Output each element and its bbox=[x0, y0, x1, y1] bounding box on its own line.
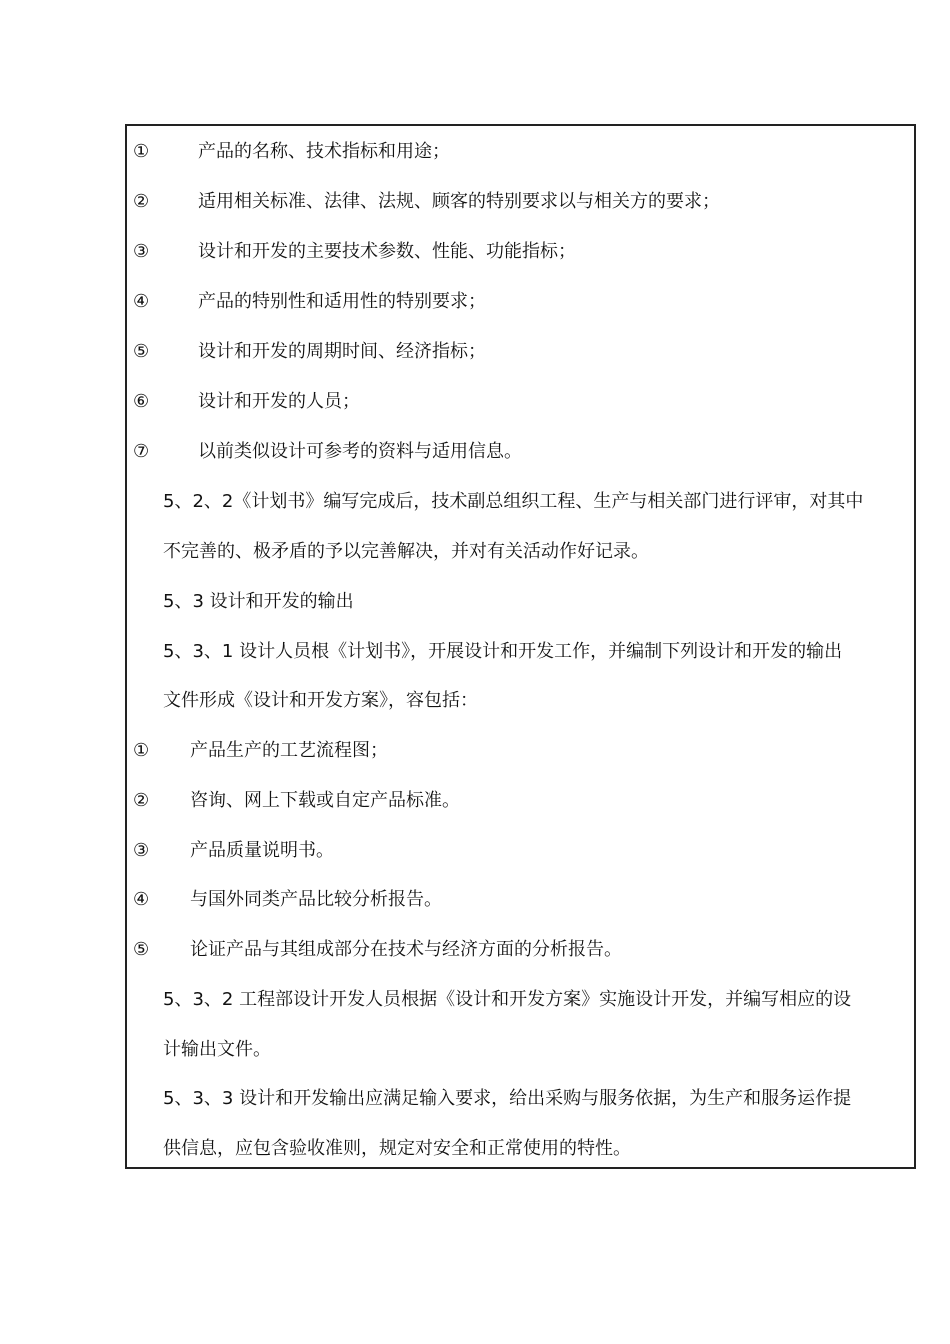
list1-item-1: 产品的名称、技术指标和用途； bbox=[198, 141, 450, 162]
list1-item-3: 设计和开发的主要技术参数、性能、功能指标； bbox=[198, 241, 576, 262]
list1-item-5: 设计和开发的周期时间、经济指标； bbox=[198, 341, 486, 362]
paragraph-5-3-2-line-1: 5、3、2 工程部设计开发人员根据《设计和开发方案》实施设计开发，并编写相应的设 bbox=[163, 989, 852, 1010]
list2-marker-1: ① bbox=[133, 740, 150, 761]
paragraph-5-3-1-line-2: 文件形成《设计和开发方案》，容包括： bbox=[163, 690, 478, 711]
list2-item-1: 产品生产的工艺流程图； bbox=[190, 740, 388, 761]
list1-item-6: 设计和开发的人员； bbox=[198, 391, 360, 412]
list2-item-2: 咨询、网上下载或自定产品标准。 bbox=[190, 790, 460, 811]
section-heading-5-3: 5、3 设计和开发的输出 bbox=[163, 591, 354, 612]
list1-item-2: 适用相关标准、法律、法规、顾客的特别要求以与相关方的要求； bbox=[198, 191, 720, 212]
list1-marker-7: ⑦ bbox=[133, 441, 150, 462]
paragraph-5-2-2-line-1: 5、2、2《计划书》编写完成后，技术副总组织工程、生产与相关部门进行评审，对其中 bbox=[163, 491, 864, 512]
list2-marker-5: ⑤ bbox=[133, 939, 150, 960]
list1-marker-4: ④ bbox=[133, 291, 150, 312]
list2-marker-2: ② bbox=[133, 790, 150, 811]
list1-marker-2: ② bbox=[133, 191, 150, 212]
list1-marker-1: ① bbox=[133, 141, 150, 162]
list2-marker-4: ④ bbox=[133, 889, 150, 910]
paragraph-5-3-2-line-2: 计输出文件。 bbox=[163, 1039, 271, 1060]
paragraph-5-3-1-line-1: 5、3、1 设计人员根《计划书》，开展设计和开发工作，并编制下列设计和开发的输出 bbox=[163, 641, 843, 662]
list1-marker-5: ⑤ bbox=[133, 341, 150, 362]
paragraph-5-3-3-line-1: 5、3、3 设计和开发输出应满足输入要求，给出采购与服务依据，为生产和服务运作提 bbox=[163, 1088, 852, 1109]
list2-item-5: 论证产品与其组成部分在技术与经济方面的分析报告。 bbox=[190, 939, 622, 960]
list2-marker-3: ③ bbox=[133, 840, 150, 861]
list1-item-7: 以前类似设计可参考的资料与适用信息。 bbox=[198, 441, 522, 462]
list1-marker-6: ⑥ bbox=[133, 391, 150, 412]
list2-item-3: 产品质量说明书。 bbox=[190, 840, 334, 861]
list1-marker-3: ③ bbox=[133, 241, 150, 262]
list2-item-4: 与国外同类产品比较分析报告。 bbox=[190, 889, 442, 910]
list1-item-4: 产品的特别性和适用性的特别要求； bbox=[198, 291, 486, 312]
paragraph-5-2-2-line-2: 不完善的、极矛盾的予以完善解决，并对有关活动作好记录。 bbox=[163, 541, 649, 562]
paragraph-5-3-3-line-2: 供信息，应包含验收准则，规定对安全和正常使用的特性。 bbox=[163, 1138, 631, 1159]
